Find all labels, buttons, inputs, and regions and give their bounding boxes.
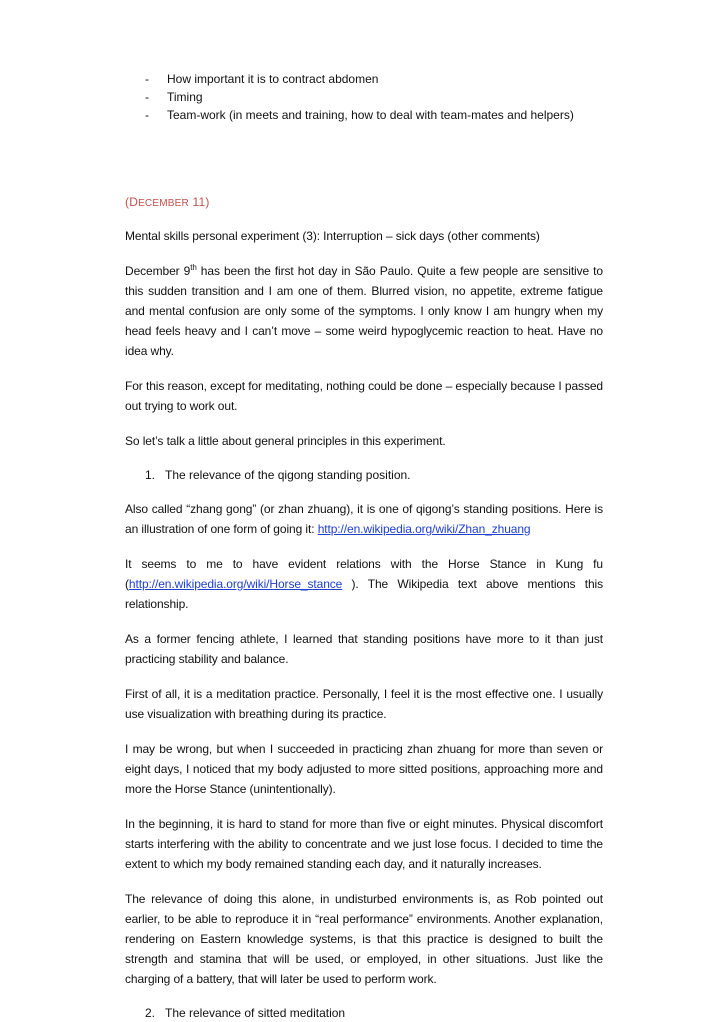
document-page: [125, 70, 603, 1022]
list-item: - Timing: [145, 90, 203, 104]
list-item: - How important it is to contract abdomen: [145, 72, 379, 86]
paragraph: In the beginning, it is hard to stand for more than five or eight minutes. Physical discomfort starts interfering with the ability to concentrate and we just lose focus. I decided to time the extent to which my body remained standing each day, and it naturally increases.: [125, 817, 603, 871]
paragraph: December 9th has been the first hot day in São Paulo. Quite a few people are sensitive to this sudden transition and I am one of them. Blurred vision, no appetite, extreme fatigue and mental confusion are only some of the symptoms. I only know I am hungry when my head feels heavy and I can’t move – some weird hypoglycemic reaction to heat. Have no idea why.: [125, 263, 603, 358]
bullet-text: Team-work (in meets and training, how to deal with team-mates and helpers): [167, 108, 574, 122]
paragraph: So let’s talk a little about general principles in this experiment.: [125, 434, 446, 448]
paragraph: Also called “zhang gong” (or zhan zhuang), it is one of qigong’s standing positions. Here is an illustration of one form of going it: http://en.wikipedia.org/wiki/Zhan_zhuang: [125, 502, 603, 536]
paragraph: I may be wrong, but when I succeeded in practicing zhan zhuang for more than seven or eight days, I noticed that my body adjusted to more sitted positions, approaching more and more the Horse Stance (unintentionally).: [125, 742, 603, 796]
numbered-item: 1. The relevance of the qigong standing position.: [145, 468, 411, 482]
bullet-text: How important it is to contract abdomen: [167, 72, 379, 86]
paragraph: It seems to me to have evident relations with the Horse Stance in Kung fu (http://en.wikipedia.org/wiki/Horse_stance ). The Wikipedia text above mentions this relationship.: [125, 557, 603, 611]
paragraph: As a former fencing athlete, I learned that standing positions have more to it than just practicing stability and balance.: [125, 632, 603, 666]
list-item: - Team-work (in meets and training, how to deal with team-mates and helpers): [145, 108, 574, 122]
paragraph: First of all, it is a meditation practice. Personally, I feel it is the most effective one. I usually use visualization with breathing during its practice.: [125, 687, 603, 721]
paragraph: The relevance of doing this alone, in undisturbed environments is, as Rob pointed out earlier, to be able to reproduce it in “real performance” environments. Another explanation, rendering on Eastern knowledge systems, is that this practice is designed to built the strength and stamina that will be used, or employed, in other situations. Just like the charging of a battery, that will later be used to perform work.: [125, 892, 603, 986]
paragraph: For this reason, except for meditating, nothing could be done – especially because I passed out trying to work out.: [125, 379, 603, 413]
bullet-text: Timing: [167, 90, 203, 104]
numbered-item: 2. The relevance of sitted meditation: [145, 1006, 346, 1020]
date-heading: (DECEMBER 11): [125, 195, 210, 209]
zhan-zhuang-link[interactable]: http://en.wikipedia.org/wiki/Zhan_zhuang: [317, 522, 531, 536]
section-title: Mental skills personal experiment (3): Interruption – sick days (other comments): [125, 229, 540, 243]
bullet-list: [145, 70, 603, 124]
horse-stance-link[interactable]: http://en.wikipedia.org/wiki/Horse_stance: [128, 577, 343, 591]
